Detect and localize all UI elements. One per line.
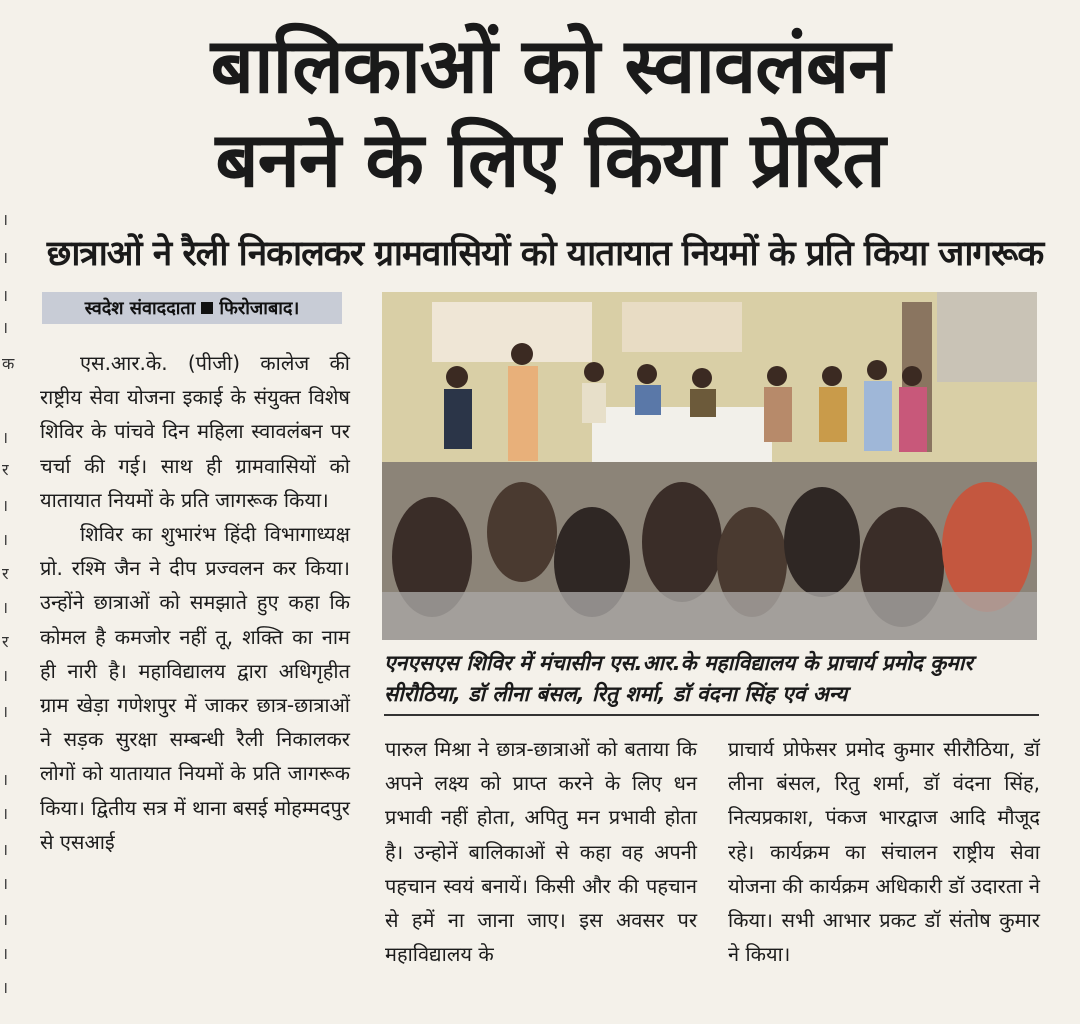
subheadline: छात्राओं ने रैली निकालकर ग्रामवासियों को यातायात नियमों के प्रति किया जागरूक <box>46 234 1044 274</box>
byline-reporter: स्वदेश संवाददाता <box>84 298 196 319</box>
article-column-1 <box>40 346 350 859</box>
article-column-2 <box>385 732 697 971</box>
caption-rule <box>384 714 1039 716</box>
square-bullet-icon <box>201 302 213 314</box>
article-paragraph: एस.आर.के. (पीजी) कालेज की राष्ट्रीय सेवा योजना इकाई के संयुक्त विशेष शिविर के पांचवे दिन महिला स्वावलंबन पर चर्चा की गई। साथ ही ग्रामवासियों को यातायात नियमों के प्रति जागरूक किया। <box>40 351 350 512</box>
headline-line-1: बालिकाओं को स्वावलंबन <box>210 21 890 110</box>
photo-foreground <box>382 592 1037 640</box>
article-paragraph: पारुल मिश्रा ने छात्र-छात्राओं को बताया कि अपने लक्ष्य को प्राप्त करने के लिए धन प्रभावी नहीं होता, अपितु मन प्रभावी होता है। उन्होनें बालिकाओं से कहा वह अपनी पहचान स्वयं बनायें। किसी और की पहचान से हमें ना जाना जाए। इस अवसर पर महाविद्यालय के <box>385 737 697 967</box>
article-column-3 <box>728 732 1040 971</box>
article-paragraph: शिविर का शुभारंभ हिंदी विभागाध्यक्ष प्रो. रश्मि जैन ने दीप प्रज्वलन कर किया। उन्होंने छात्राओं को समझाते हुए कहा कि कोमल है कमजोर नहीं तू, शक्ति का नाम ही नारी है। महाविद्यालय द्वारा अधिगृहीत ग्राम खेड़ा गणेशपुर में जाकर छात्र-छात्राओं ने सड़क सुरक्षा सम्बन्धी रैली निकालकर लोगों को यातायात नियमों के प्रति जागरूक किया। द्वितीय सत्र में थाना बसई मोहम्मदपुर से एसआई <box>40 522 350 854</box>
photo-illustration <box>382 292 1037 640</box>
photo-caption: एनएसएस शिविर में मंचासीन एस.आर.के महाविद्यालय के प्राचार्य प्रमोद कुमार सीरौठिया, डॉ लीना बंसल, रितु शर्मा, डॉ वंदना सिंह एवं अन्य <box>384 651 973 706</box>
news-photo <box>382 292 1037 640</box>
photo-banner-2 <box>622 302 742 352</box>
headline-line-2: बनने के लिए किया प्रेरित <box>215 115 885 204</box>
article-paragraph: प्राचार्य प्रोफेसर प्रमोद कुमार सीरौठिया, डॉ लीना बंसल, रितु शर्मा, डॉ वंदना सिंह, नित्यप्रकाश, पंकज भारद्वाज आदि मौजूद रहे। कार्यक्रम का संचालन राष्ट्रीय सेवा योजना की कार्यक्रम अधिकारी डॉ उदारता ने किया। सभी आभार प्रकट डॉ संतोष कुमार ने किया। <box>728 737 1040 967</box>
photo-table <box>592 407 772 462</box>
byline <box>42 292 342 324</box>
byline-location: फिरोजाबाद। <box>219 298 300 319</box>
adjacent-column-edge: । । । । क । र । । र । र । । । । । । । । । <box>2 210 15 997</box>
photo-window <box>937 292 1037 382</box>
